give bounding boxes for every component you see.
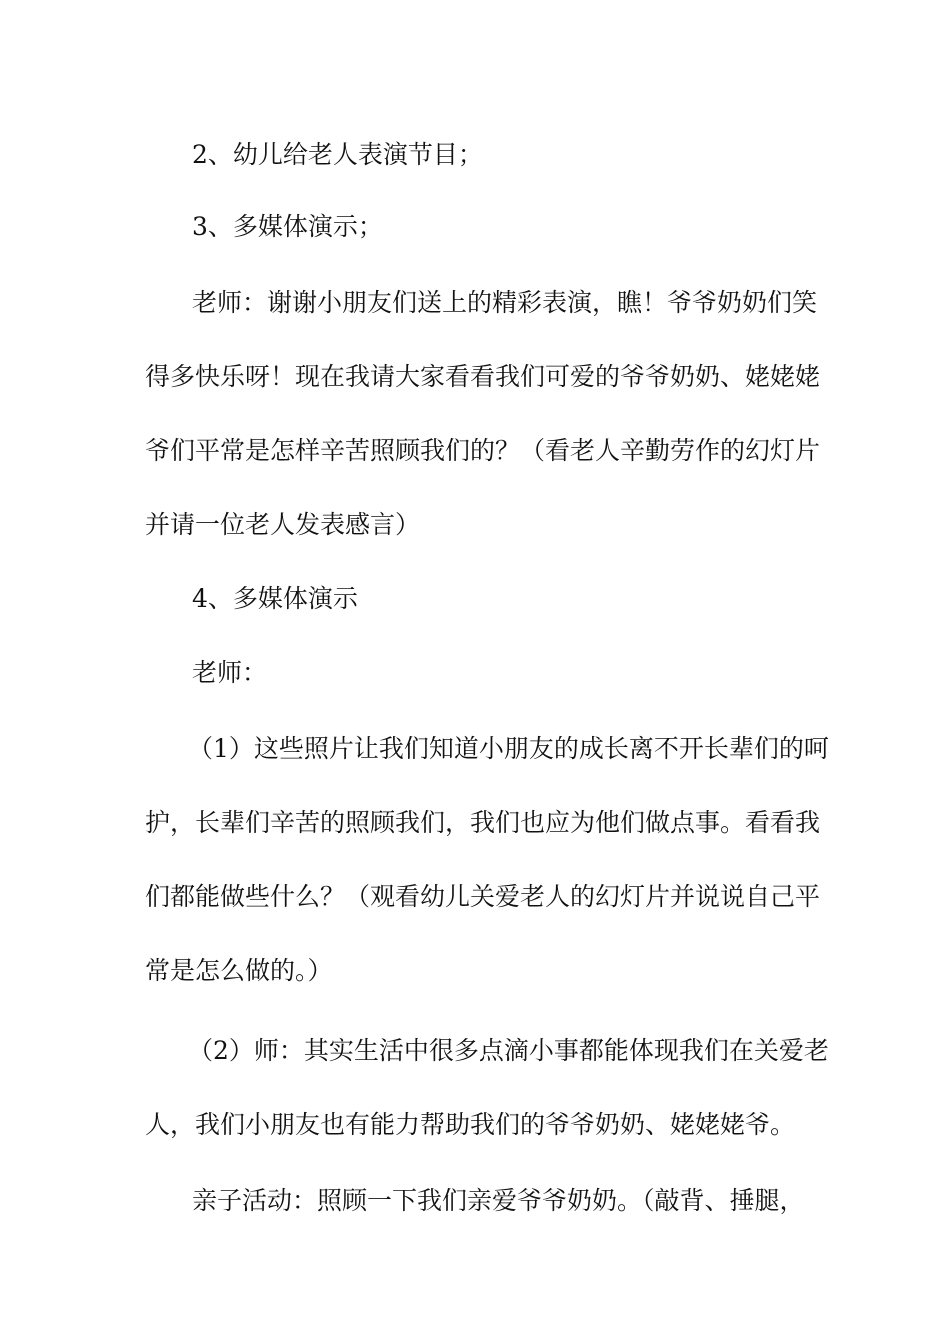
text-line: 人，我们小朋友也有能力帮助我们的爷爷奶奶、姥姥姥爷。 [145, 1110, 796, 1139]
text-line-step-3: 3、多媒体演示； [192, 212, 383, 241]
text-line-teacher-label: 老师： [192, 658, 268, 687]
text-line-teacher-speech: 老师：谢谢小朋友们送上的精彩表演，瞧！爷爷奶奶们笑 [192, 288, 818, 317]
text-line: 护，长辈们辛苦的照顾我们，我们也应为他们做点事。看看我 [145, 808, 821, 837]
text-line-step-4: 4、多媒体演示 [192, 584, 358, 613]
text-line: 常是怎么做的。） [145, 956, 333, 985]
text-line-step-2: 2、幼儿给老人表演节目； [192, 140, 483, 169]
text-line-item-2: （2）师：其实生活中很多点滴小事都能体现我们在关爱老 [188, 1036, 829, 1065]
text-line: 得多快乐呀！现在我请大家看看我们可爱的爷爷奶奶、姥姥姥 [145, 362, 821, 391]
text-line: 爷们平常是怎样辛苦照顾我们的？（看老人辛勤劳作的幻灯片 [145, 436, 821, 465]
text-line-parent-child-activity: 亲子活动：照顾一下我们亲爱爷爷奶奶。（敲背、捶腿， [192, 1186, 805, 1215]
text-line-item-1: （1）这些照片让我们知道小朋友的成长离不开长辈们的呵 [188, 734, 829, 763]
text-line: 并请一位老人发表感言） [145, 510, 421, 539]
text-line: 们都能做些什么？（观看幼儿关爱老人的幻灯片并说说自己平 [145, 882, 821, 911]
